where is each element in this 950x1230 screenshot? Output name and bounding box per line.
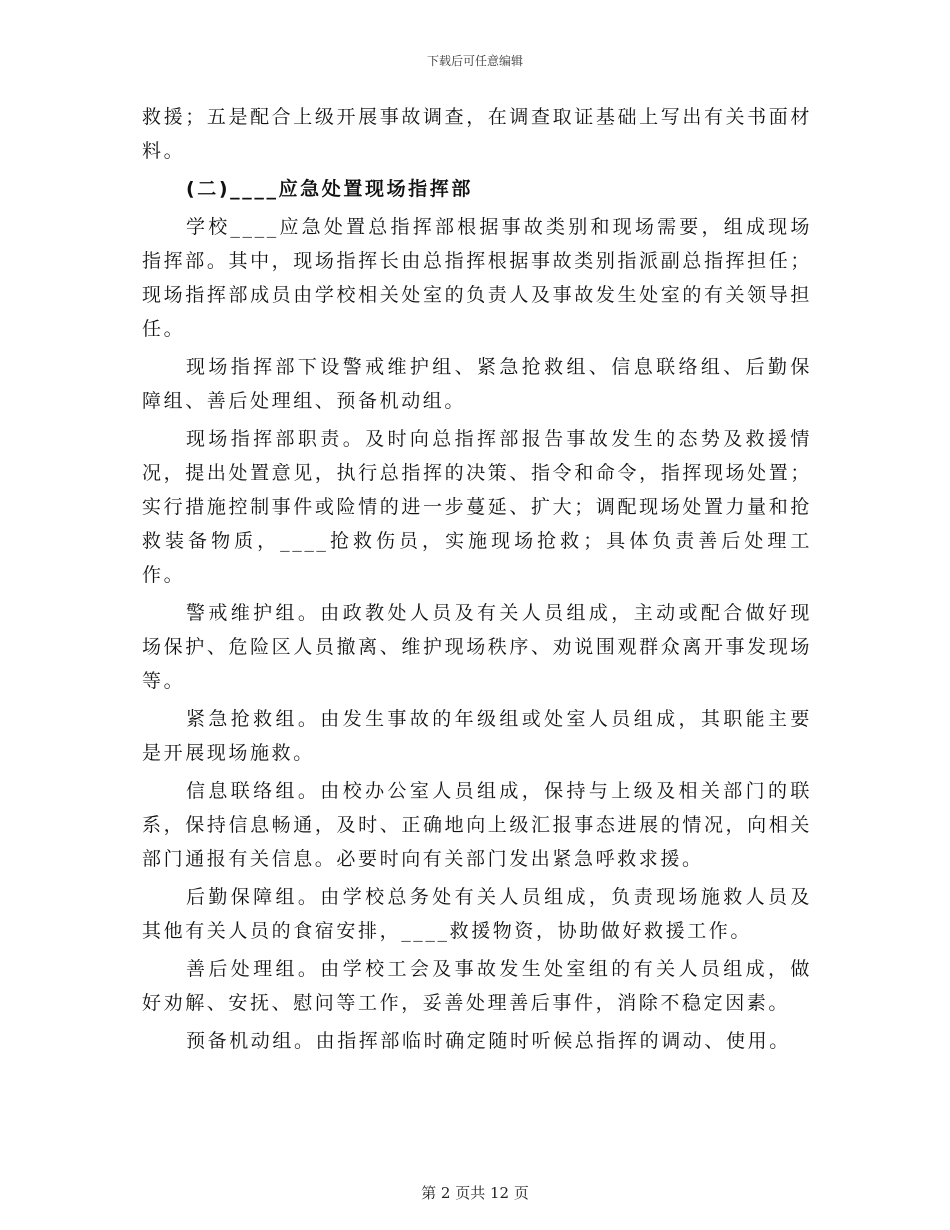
page-header: 下载后可任意编辑	[426, 54, 523, 68]
paragraph-continuation: 救援；五是配合上级开展事故调查，在调查取证基础上写出有关书面材料。	[142, 106, 812, 162]
document-body	[142, 100, 812, 1062]
paragraph: 信息联络组。由校办公室人员组成，保持与上级及相关部门的联系，保持信息畅通，及时、正确地向上级汇报事态进展的情况，向相关部门通报有关信息。必要时向有关部门发出紧急呼救求援。	[142, 780, 812, 870]
paragraph: 预备机动组。由指挥部临时确定随时听候总指挥的调动、使用。	[186, 1030, 791, 1052]
paragraph: 现场指挥部职责。及时向总指挥部报告事故发生的态势及救援情况，提出处置意见，执行总指挥的决策、指令和命令，指挥现场处置；实行措施控制事件或险情的进一步蔓延、扩大；调配现场处置力量和抢救装备物质，____抢救伤员，实施现场抢救；具体负责善后处理工作。	[142, 428, 812, 586]
paragraph: 紧急抢救组。由发生事故的年级组或处室人员组成，其职能主要是开展现场施救。	[142, 708, 812, 764]
paragraph: 现场指挥部下设警戒维护组、紧急抢救组、信息联络组、后勤保障组、善后处理组、预备机动组。	[142, 356, 812, 412]
paragraph: 善后处理组。由学校工会及事故发生处室组的有关人员组成，做好劝解、安抚、慰问等工作，妥善处理善后事件，消除不稳定因素。	[142, 958, 812, 1014]
paragraph: 学校____应急处置总指挥部根据事故类别和现场需要，组成现场指挥部。其中，现场指挥长由总指挥根据事故类别指派副总指挥担任；现场指挥部成员由学校相关处室的负责人及事故发生处室的有关领导担任。	[142, 216, 812, 340]
paragraph: 警戒维护组。由政教处人员及有关人员组成，主动或配合做好现场保护、危险区人员撤离、维护现场秩序、劝说围观群众离开事发现场等。	[142, 602, 812, 692]
section-heading: (二)____应急处置现场指挥部	[186, 178, 473, 200]
paragraph: 后勤保障组。由学校总务处有关人员组成，负责现场施救人员及其他有关人员的食宿安排，____救援物资，协助做好救援工作。	[142, 886, 812, 942]
page-number-footer: 第 2 页共 12 页	[421, 1184, 529, 1202]
